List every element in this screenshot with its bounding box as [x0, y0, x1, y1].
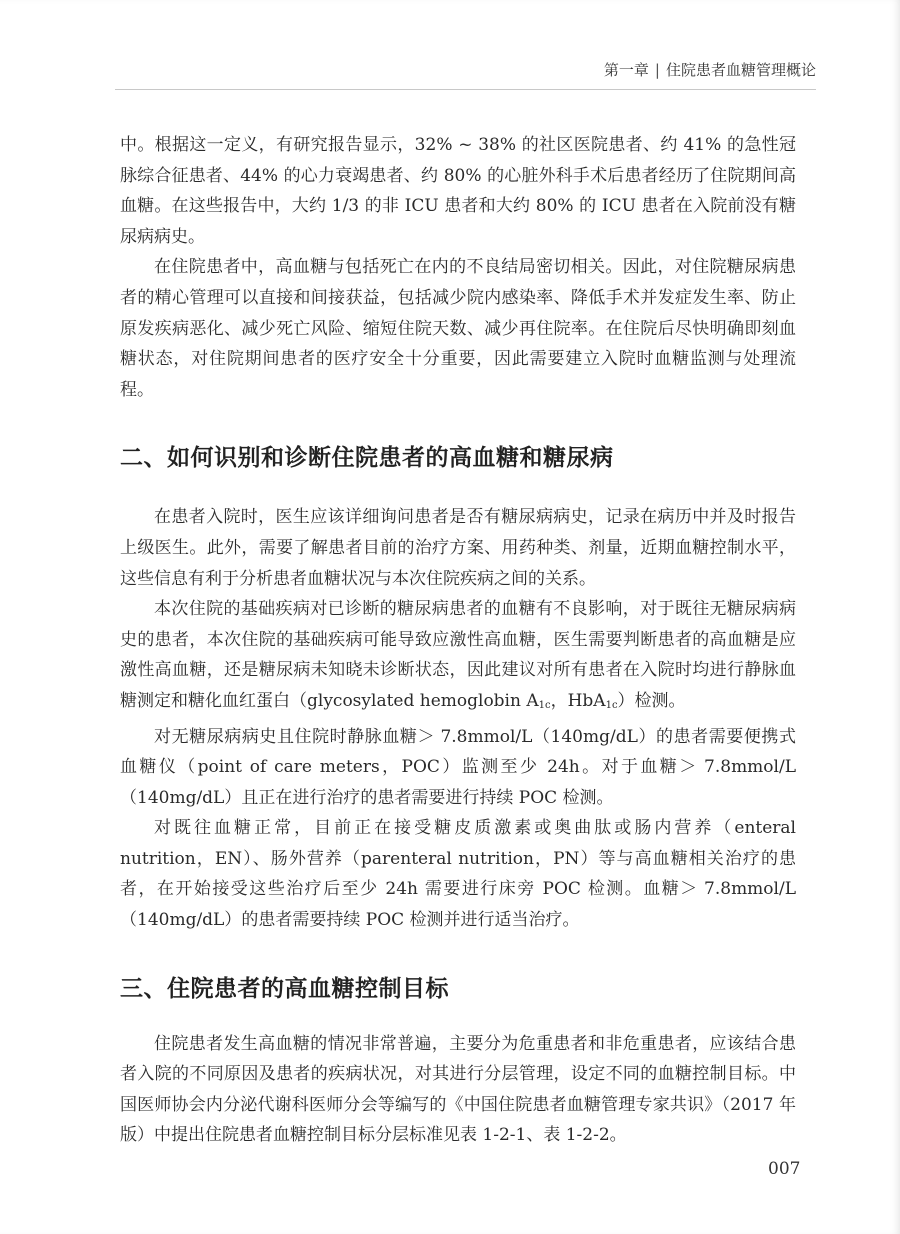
paragraph-continuation: 中。根据这一定义，有研究报告显示，32% ~ 38% 的社区医院患者、约 41% 的急性冠脉综合征患者、44% 的心力衰竭患者、约 80% 的心脏外科手术后患者经历了住院期间高血糖。在这些报告中，大约 1/3 的非 ICU 患者和大约 80% 的 ICU 患者在入院前没有糖尿病病史。 — [120, 135, 796, 247]
paragraph-outcomes: 在住院患者中，高血糖与包括死亡在内的不良结局密切相关。因此，对住院糖尿病患者的精心管理可以直接和间接获益，包括减少院内感染率、降低手术并发症发生率、防止原发疾病恶化、减少死亡风险、缩短住院天数、减少再住院率。在住院后尽快明确即刻血糖状态，对住院期间患者的医疗安全十分重要，因此需要建立入院时血糖监测与处理流程。 — [120, 257, 796, 400]
running-header — [604, 59, 816, 80]
paragraph-hba1c: 本次住院的基础疾病对已诊断的糖尿病患者的血糖有不良影响，对于既往无糖尿病病史的患者，本次住院的基础疾病可能导致应激性高血糖，医生需要判断患者的高血糖是应激性高血糖，还是糖尿病未知晓未诊断状态，因此建议对所有患者在入院时均进行静脉血糖测定和糖化血红蛋白（glycosylated hemoglobin $A_{1c}$，HbA$_{1c}$）检测。 — [120, 599, 796, 711]
paragraph-admission: 在患者入院时，医生应该详细询问患者是否有糖尿病病史，记录在病历中并及时报告上级医生。此外，需要了解患者目前的治疗方案、用药种类、剂量，近期血糖控制水平，这些信息有利于分析患者血糖状况与本次住院疾病之间的关系。 — [120, 507, 796, 589]
page-number: 007 — [768, 1159, 801, 1179]
header-rule — [115, 89, 816, 90]
page-body — [120, 130, 796, 1151]
section-heading-3: 三、住院患者的高血糖控制目标 — [120, 975, 449, 1002]
paragraph-control-targets: 住院患者发生高血糖的情况非常普遍，主要分为危重患者和非危重患者，应该结合患者入院的不同原因及患者的疾病状况，对其进行分层管理，设定不同的血糖控制目标。中国医师协会内分泌代谢科医师分会等编写的《中国住院患者血糖管理专家共识》（2017 年版）中提出住院患者血糖控制目标分层标准见表 1-2-1、表 1-2-2。 — [120, 1033, 796, 1146]
header-separator: | — [654, 60, 660, 79]
header-chapter: 第一章 — [603, 61, 649, 79]
header-title: 住院患者血糖管理概论 — [665, 61, 816, 79]
paragraph-therapy-poc: 对既往血糖正常，目前正在接受糖皮质激素或奥曲肽或肠内营养（enteral nutrition，EN）、肠外营养（parenteral nutrition，PN）等与高血糖相关治疗的患者，在开始接受这些治疗后至少 24h 需要进行床旁 POC 检测。血糖＞ 7.8mmol/L（140mg/dL）的患者需要持续 POC 检测并进行适当治疗。 — [120, 818, 797, 931]
section-heading-2: 二、如何识别和诊断住院患者的高血糖和糖尿病 — [120, 445, 614, 472]
paragraph-poc-monitoring: 对无糖尿病病史且住院时静脉血糖＞ 7.8mmol/L（140mg/dL）的患者需要便携式血糖仪（point of care meters，POC）监测至少 24h。对于血糖＞ 7.8mmol/L（140mg/dL）且正在进行治疗的患者需要进行持续 POC 检测。 — [120, 726, 796, 808]
